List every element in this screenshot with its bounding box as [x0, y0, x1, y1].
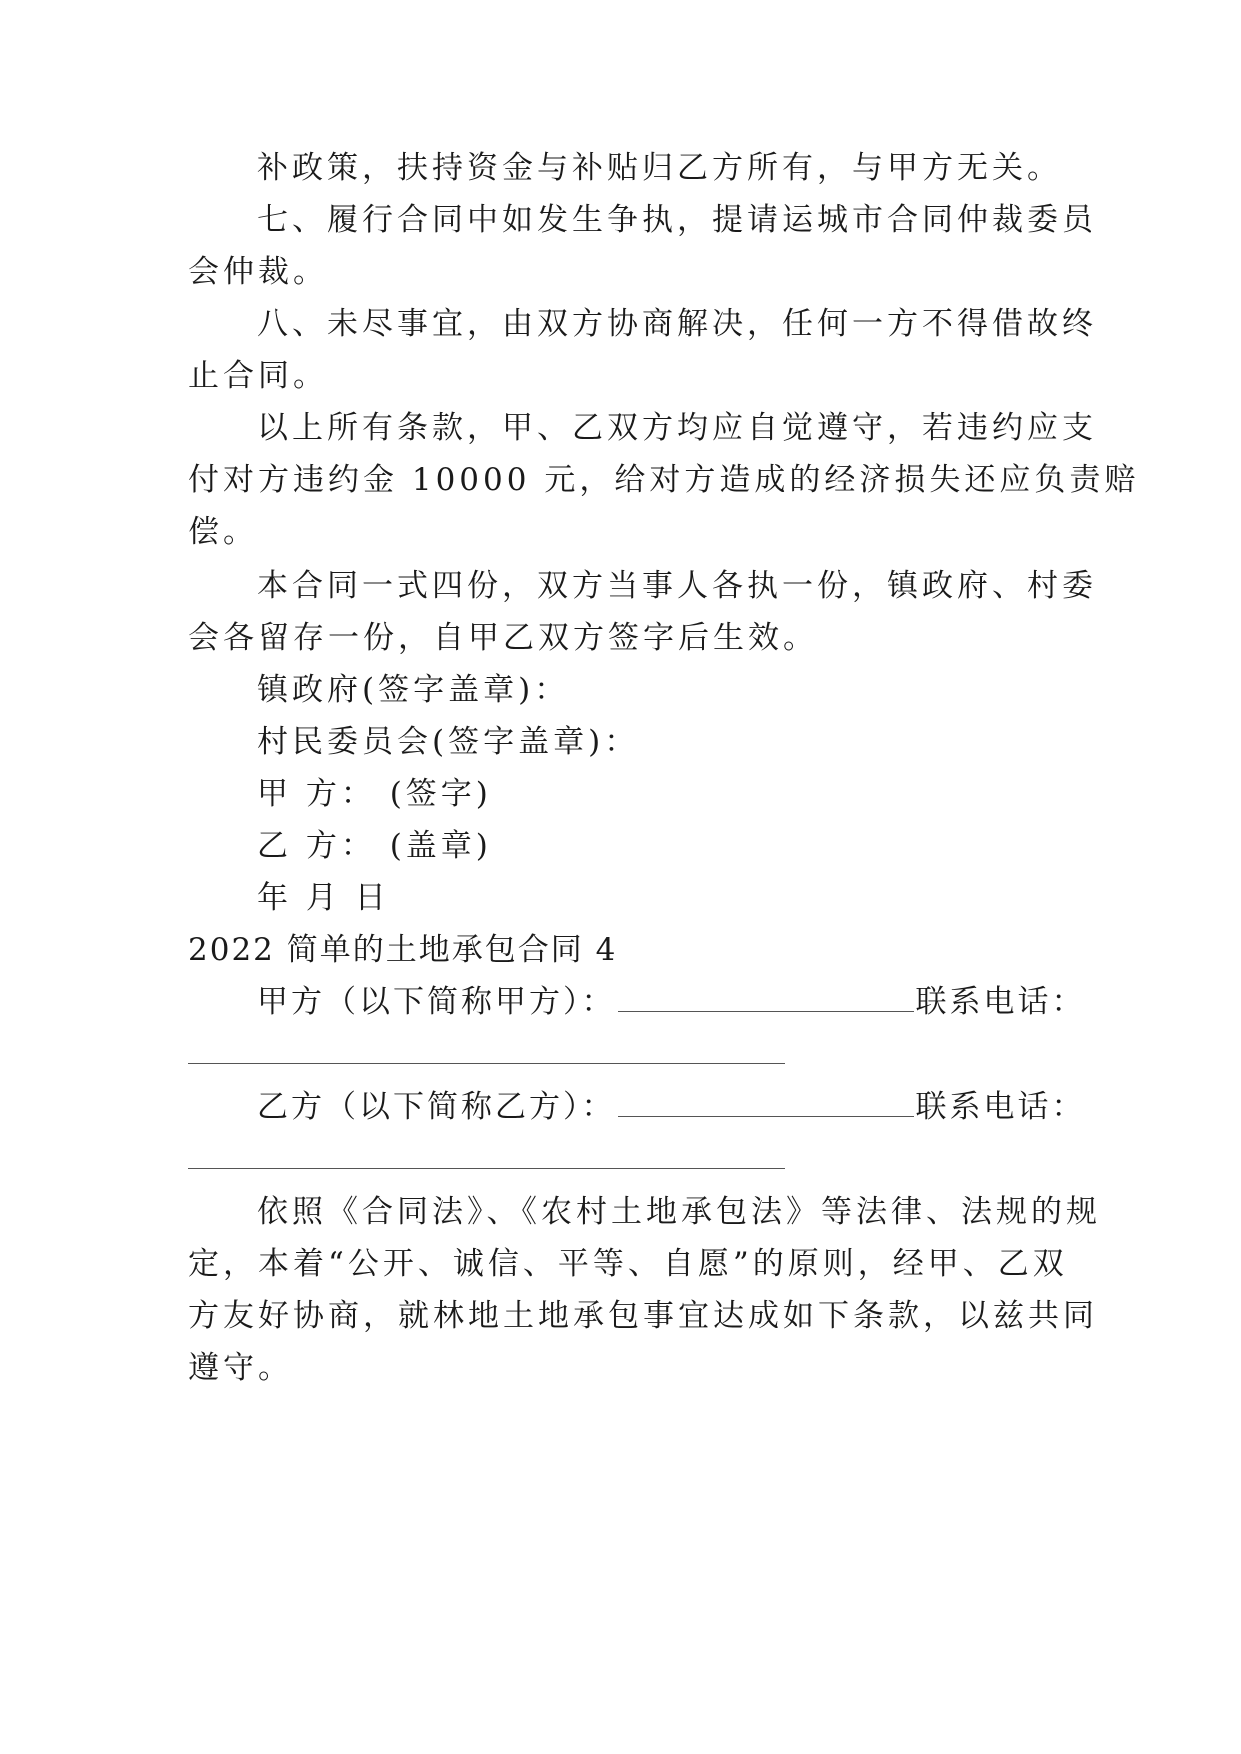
party-b-phone-blank — [188, 1168, 785, 1169]
party-a-phone-label: 联系电话： — [915, 984, 1086, 1020]
party-a-label: 甲方（以下简称甲方）： — [257, 984, 616, 1020]
contract-heading: 2022 简单的土地承包合同 4 — [188, 932, 618, 968]
clause-eight-line: 八、未尽事宜，由双方协商解决，任何一方不得借故终 — [257, 306, 1097, 342]
clause-seven-continuation: 会仲裁。 — [188, 254, 328, 290]
clause-seven-line: 七、履行合同中如发生争执，提请运城市合同仲裁委员 — [257, 202, 1097, 238]
party-b-seal: 乙 方： (盖章) — [257, 828, 492, 864]
paragraph-line: 补政策，扶持资金与补贴归乙方所有，与甲方无关。 — [257, 150, 1062, 186]
penalty-clause-line-3: 偿。 — [188, 514, 258, 550]
party-b-label: 乙方（以下简称乙方）： — [257, 1089, 616, 1125]
party-b-info-line — [257, 1087, 1137, 1127]
party-a-phone-blank — [188, 1063, 785, 1064]
copies-clause-line-2: 会各留存一份，自甲乙双方签字后生效。 — [188, 620, 818, 656]
party-a-info-line — [257, 982, 1137, 1022]
date-line: 年 月 日 — [257, 880, 390, 916]
clause-eight-continuation: 止合同。 — [188, 358, 328, 394]
preamble-line-2: 定，本着“公开、诚信、平等、自愿”的原则，经甲、乙双 — [188, 1246, 1068, 1282]
village-committee-signature: 村民委员会(签字盖章)： — [257, 724, 640, 760]
preamble-line: 依照《合同法》、《农村土地承包法》等法律、法规的规 — [257, 1194, 1101, 1230]
preamble-line-3: 方友好协商，就林地土地承包事宜达成如下条款，以兹共同 — [188, 1298, 1098, 1334]
copies-clause-line: 本合同一式四份，双方当事人各执一份，镇政府、村委 — [257, 568, 1097, 604]
party-b-phone-label: 联系电话： — [915, 1089, 1086, 1125]
penalty-clause-line-2: 付对方违约金 10000 元，给对方造成的经济损失还应负责赔 — [188, 462, 1140, 498]
preamble-line-4: 遵守。 — [188, 1350, 293, 1386]
party-a-name-blank — [618, 983, 914, 1012]
town-government-signature: 镇政府(签字盖章)： — [257, 672, 570, 708]
party-b-name-blank — [618, 1088, 914, 1117]
penalty-clause-line: 以上所有条款，甲、乙双方均应自觉遵守，若违约应支 — [257, 410, 1097, 446]
party-a-signature: 甲 方： (签字) — [257, 776, 492, 812]
